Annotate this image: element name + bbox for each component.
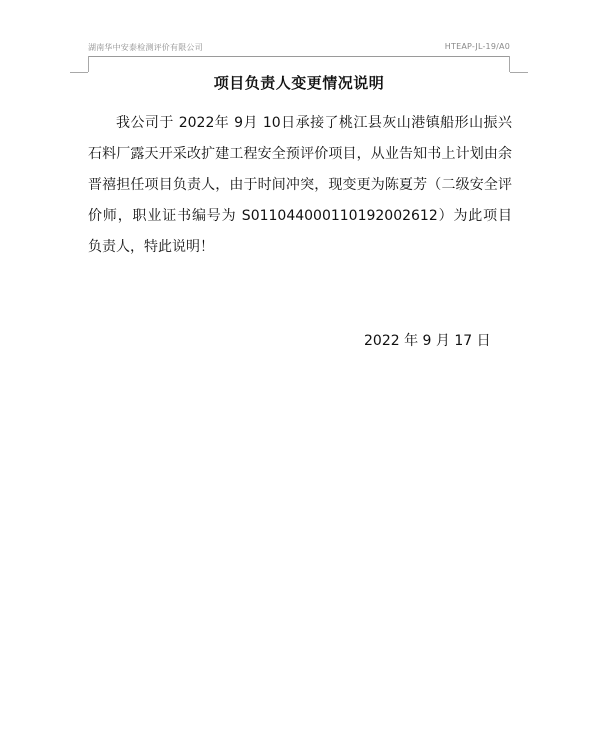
crop-mark-top-right-horizontal	[510, 56, 528, 73]
document-title: 项目负责人变更情况说明	[213, 74, 385, 92]
header-rule	[88, 56, 510, 57]
header-document-code: HTEAP-JL-19/A0	[444, 42, 510, 51]
crop-mark-top-left-horizontal	[70, 56, 88, 73]
document-body-paragraph: 我公司于 2022年 9月 10日承接了桃江县灰山港镇船形山振兴石料厂露天开采改扩建工程安全预评价项目，从业告知书上计划由余晋禧担任项目负责人，由于时间冲突，现变更为陈夏芳（二级安全评价师，职业证书编号为 S011044000110192002612）为此项目负责人，特此说明！	[88, 115, 512, 255]
document-date: 2022 年 9 月 17 日	[364, 333, 491, 349]
page-header	[88, 42, 510, 56]
header-company-name: 湖南华中安泰检测评价有限公司	[88, 43, 203, 52]
